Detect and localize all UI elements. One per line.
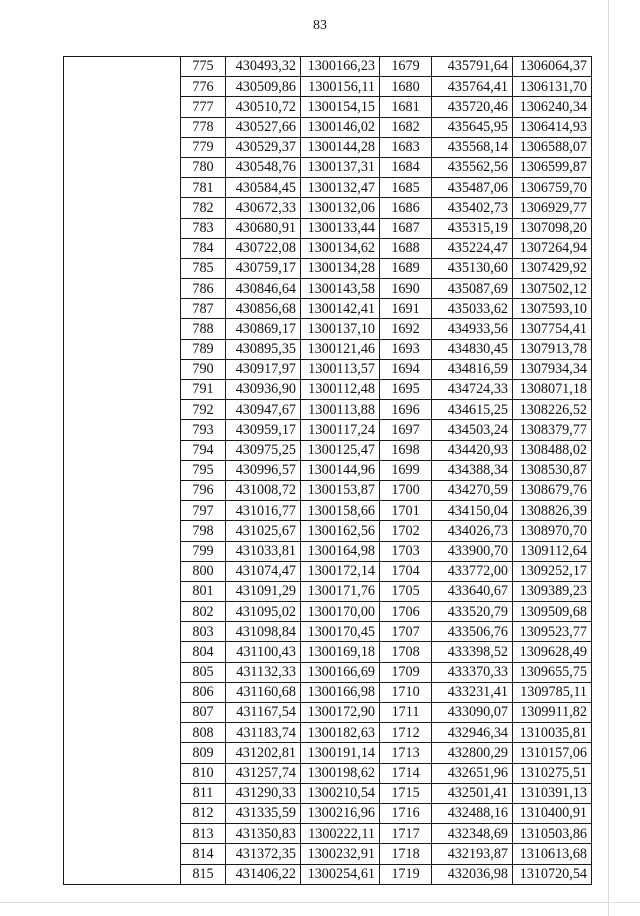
y-coordinate-left-cell: 1300191,14 [301,743,380,763]
y-coordinate-left-cell: 1300134,62 [301,238,380,258]
x-coordinate-left-cell: 430529,37 [226,137,301,157]
point-number-right-cell: 1701 [380,501,432,521]
point-number-left-cell: 790 [181,359,226,379]
x-coordinate-left-cell: 431335,59 [226,803,301,823]
point-number-right-cell: 1698 [380,440,432,460]
point-number-left-cell: 808 [181,723,226,743]
x-coordinate-left-cell: 430996,57 [226,460,301,480]
x-coordinate-left-cell: 430895,35 [226,339,301,359]
x-coordinate-right-cell: 433090,07 [432,703,513,723]
point-number-left-cell: 779 [181,137,226,157]
x-coordinate-left-cell: 431372,35 [226,844,301,864]
y-coordinate-left-cell: 1300164,98 [301,541,380,561]
point-number-left-cell: 799 [181,541,226,561]
x-coordinate-right-cell: 435764,41 [432,77,513,97]
point-number-left-cell: 795 [181,460,226,480]
point-number-right-cell: 1696 [380,400,432,420]
x-coordinate-right-cell: 434724,33 [432,380,513,400]
x-coordinate-left-cell: 431098,84 [226,622,301,642]
y-coordinate-right-cell: 1309112,64 [513,541,592,561]
point-number-left-cell: 803 [181,622,226,642]
y-coordinate-left-cell: 1300254,61 [301,864,380,884]
point-number-left-cell: 813 [181,824,226,844]
x-coordinate-left-cell: 431167,54 [226,703,301,723]
coordinates-table-container [63,56,591,885]
point-number-right-cell: 1691 [380,299,432,319]
point-number-right-cell: 1711 [380,703,432,723]
x-coordinate-left-cell: 431100,43 [226,642,301,662]
y-coordinate-right-cell: 1307593,10 [513,299,592,319]
point-number-left-cell: 776 [181,77,226,97]
y-coordinate-right-cell: 1310275,51 [513,763,592,783]
x-coordinate-left-cell: 431183,74 [226,723,301,743]
y-coordinate-right-cell: 1309655,75 [513,662,592,682]
x-coordinate-right-cell: 434026,73 [432,521,513,541]
x-coordinate-left-cell: 430869,17 [226,319,301,339]
point-number-right-cell: 1713 [380,743,432,763]
y-coordinate-left-cell: 1300169,18 [301,642,380,662]
y-coordinate-right-cell: 1309523,77 [513,622,592,642]
x-coordinate-right-cell: 433520,79 [432,602,513,622]
x-coordinate-left-cell: 431350,83 [226,824,301,844]
y-coordinate-left-cell: 1300172,90 [301,703,380,723]
y-coordinate-left-cell: 1300162,56 [301,521,380,541]
point-number-left-cell: 788 [181,319,226,339]
point-number-left-cell: 786 [181,279,226,299]
x-coordinate-right-cell: 435087,69 [432,279,513,299]
y-coordinate-right-cell: 1310503,86 [513,824,592,844]
y-coordinate-left-cell: 1300170,45 [301,622,380,642]
y-coordinate-left-cell: 1300158,66 [301,501,380,521]
y-coordinate-right-cell: 1306240,34 [513,97,592,117]
y-coordinate-right-cell: 1310613,68 [513,844,592,864]
x-coordinate-left-cell: 431008,72 [226,480,301,500]
point-number-left-cell: 810 [181,763,226,783]
point-number-right-cell: 1690 [380,279,432,299]
y-coordinate-right-cell: 1309252,17 [513,561,592,581]
y-coordinate-left-cell: 1300117,24 [301,420,380,440]
x-coordinate-right-cell: 432348,69 [432,824,513,844]
y-coordinate-right-cell: 1307913,78 [513,339,592,359]
point-number-left-cell: 797 [181,501,226,521]
point-number-right-cell: 1710 [380,682,432,702]
y-coordinate-left-cell: 1300137,10 [301,319,380,339]
y-coordinate-right-cell: 1307934,34 [513,359,592,379]
y-coordinate-right-cell: 1306064,37 [513,57,592,77]
point-number-right-cell: 1689 [380,258,432,278]
x-coordinate-right-cell: 432501,41 [432,783,513,803]
x-coordinate-left-cell: 431160,68 [226,682,301,702]
y-coordinate-left-cell: 1300198,62 [301,763,380,783]
x-coordinate-left-cell: 431290,33 [226,783,301,803]
point-number-right-cell: 1681 [380,97,432,117]
point-number-left-cell: 783 [181,218,226,238]
x-coordinate-left-cell: 430493,32 [226,57,301,77]
x-coordinate-left-cell: 430672,33 [226,198,301,218]
x-coordinate-left-cell: 430722,08 [226,238,301,258]
y-coordinate-left-cell: 1300166,69 [301,662,380,682]
x-coordinate-right-cell: 435130,60 [432,258,513,278]
point-number-left-cell: 811 [181,783,226,803]
x-coordinate-left-cell: 431095,02 [226,602,301,622]
x-coordinate-right-cell: 435568,14 [432,137,513,157]
y-coordinate-left-cell: 1300172,14 [301,561,380,581]
point-number-left-cell: 815 [181,864,226,884]
y-coordinate-left-cell: 1300222,11 [301,824,380,844]
x-coordinate-right-cell: 434816,59 [432,359,513,379]
point-number-left-cell: 785 [181,258,226,278]
y-coordinate-left-cell: 1300112,48 [301,380,380,400]
y-coordinate-left-cell: 1300210,54 [301,783,380,803]
x-coordinate-left-cell: 431025,67 [226,521,301,541]
y-coordinate-left-cell: 1300170,00 [301,602,380,622]
x-coordinate-right-cell: 434830,45 [432,339,513,359]
point-number-right-cell: 1715 [380,783,432,803]
point-number-right-cell: 1709 [380,662,432,682]
x-coordinate-right-cell: 435487,06 [432,178,513,198]
y-coordinate-left-cell: 1300125,47 [301,440,380,460]
point-number-left-cell: 780 [181,157,226,177]
y-coordinate-right-cell: 1310157,06 [513,743,592,763]
point-number-right-cell: 1695 [380,380,432,400]
y-coordinate-left-cell: 1300142,41 [301,299,380,319]
x-coordinate-left-cell: 430917,97 [226,359,301,379]
y-coordinate-right-cell: 1309785,11 [513,682,592,702]
y-coordinate-left-cell: 1300132,47 [301,178,380,198]
y-coordinate-left-cell: 1300166,23 [301,57,380,77]
y-coordinate-left-cell: 1300154,15 [301,97,380,117]
point-number-right-cell: 1718 [380,844,432,864]
x-coordinate-right-cell: 435720,46 [432,97,513,117]
point-number-left-cell: 777 [181,97,226,117]
y-coordinate-right-cell: 1308970,70 [513,521,592,541]
point-number-right-cell: 1716 [380,803,432,823]
point-number-left-cell: 798 [181,521,226,541]
x-coordinate-right-cell: 434420,93 [432,440,513,460]
point-number-right-cell: 1693 [380,339,432,359]
x-coordinate-right-cell: 435224,47 [432,238,513,258]
y-coordinate-right-cell: 1306131,70 [513,77,592,97]
point-number-right-cell: 1685 [380,178,432,198]
y-coordinate-left-cell: 1300113,57 [301,359,380,379]
y-coordinate-left-cell: 1300144,28 [301,137,380,157]
x-coordinate-left-cell: 430846,64 [226,279,301,299]
point-number-left-cell: 781 [181,178,226,198]
point-number-left-cell: 778 [181,117,226,137]
y-coordinate-right-cell: 1306929,77 [513,198,592,218]
point-number-right-cell: 1707 [380,622,432,642]
x-coordinate-right-cell: 435315,19 [432,218,513,238]
y-coordinate-right-cell: 1310720,54 [513,864,592,884]
x-coordinate-left-cell: 431091,29 [226,581,301,601]
table-body [64,57,592,885]
x-coordinate-right-cell: 433640,67 [432,581,513,601]
y-coordinate-right-cell: 1307754,41 [513,319,592,339]
y-coordinate-left-cell: 1300121,46 [301,339,380,359]
x-coordinate-right-cell: 432946,34 [432,723,513,743]
y-coordinate-left-cell: 1300146,02 [301,117,380,137]
x-coordinate-right-cell: 434933,56 [432,319,513,339]
y-coordinate-left-cell: 1300166,98 [301,682,380,702]
point-number-right-cell: 1705 [380,581,432,601]
coordinates-table [63,56,592,885]
point-number-left-cell: 805 [181,662,226,682]
point-number-left-cell: 809 [181,743,226,763]
page-edge-line [608,0,609,916]
point-number-right-cell: 1684 [380,157,432,177]
point-number-left-cell: 801 [181,581,226,601]
y-coordinate-right-cell: 1308379,77 [513,420,592,440]
y-coordinate-right-cell: 1307502,12 [513,279,592,299]
point-number-left-cell: 782 [181,198,226,218]
point-number-left-cell: 794 [181,440,226,460]
point-number-right-cell: 1699 [380,460,432,480]
y-coordinate-right-cell: 1306759,70 [513,178,592,198]
point-number-left-cell: 804 [181,642,226,662]
x-coordinate-left-cell: 430584,45 [226,178,301,198]
point-number-right-cell: 1700 [380,480,432,500]
y-coordinate-right-cell: 1306599,87 [513,157,592,177]
y-coordinate-left-cell: 1300134,28 [301,258,380,278]
y-coordinate-left-cell: 1300153,87 [301,480,380,500]
x-coordinate-right-cell: 432036,98 [432,864,513,884]
page-bottom-line [0,902,640,903]
x-coordinate-right-cell: 433900,70 [432,541,513,561]
y-coordinate-right-cell: 1307429,92 [513,258,592,278]
point-number-right-cell: 1702 [380,521,432,541]
y-coordinate-left-cell: 1300137,31 [301,157,380,177]
y-coordinate-left-cell: 1300144,96 [301,460,380,480]
x-coordinate-left-cell: 430947,67 [226,400,301,420]
x-coordinate-left-cell: 431257,74 [226,763,301,783]
point-number-right-cell: 1697 [380,420,432,440]
x-coordinate-right-cell: 432651,96 [432,763,513,783]
x-coordinate-left-cell: 431074,47 [226,561,301,581]
y-coordinate-right-cell: 1309389,23 [513,581,592,601]
x-coordinate-left-cell: 430527,66 [226,117,301,137]
y-coordinate-left-cell: 1300132,06 [301,198,380,218]
y-coordinate-right-cell: 1310391,13 [513,783,592,803]
point-number-right-cell: 1714 [380,763,432,783]
x-coordinate-right-cell: 433370,33 [432,662,513,682]
y-coordinate-right-cell: 1308826,39 [513,501,592,521]
blank-column-cell [64,57,181,885]
point-number-right-cell: 1680 [380,77,432,97]
point-number-right-cell: 1688 [380,238,432,258]
y-coordinate-right-cell: 1309628,49 [513,642,592,662]
x-coordinate-left-cell: 430936,90 [226,380,301,400]
point-number-right-cell: 1679 [380,57,432,77]
x-coordinate-left-cell: 430548,76 [226,157,301,177]
page-number: 83 [313,18,327,33]
x-coordinate-left-cell: 430509,86 [226,77,301,97]
point-number-left-cell: 784 [181,238,226,258]
point-number-right-cell: 1683 [380,137,432,157]
y-coordinate-left-cell: 1300171,76 [301,581,380,601]
point-number-left-cell: 814 [181,844,226,864]
x-coordinate-right-cell: 433506,76 [432,622,513,642]
y-coordinate-right-cell: 1306414,93 [513,117,592,137]
point-number-right-cell: 1692 [380,319,432,339]
y-coordinate-right-cell: 1310400,91 [513,803,592,823]
point-number-left-cell: 789 [181,339,226,359]
x-coordinate-right-cell: 435033,62 [432,299,513,319]
x-coordinate-left-cell: 430680,91 [226,218,301,238]
y-coordinate-left-cell: 1300133,44 [301,218,380,238]
y-coordinate-right-cell: 1307098,20 [513,218,592,238]
x-coordinate-right-cell: 435645,95 [432,117,513,137]
x-coordinate-left-cell: 431406,22 [226,864,301,884]
x-coordinate-right-cell: 432488,16 [432,803,513,823]
x-coordinate-right-cell: 434503,24 [432,420,513,440]
point-number-right-cell: 1704 [380,561,432,581]
y-coordinate-right-cell: 1308488,02 [513,440,592,460]
y-coordinate-left-cell: 1300113,88 [301,400,380,420]
x-coordinate-left-cell: 431033,81 [226,541,301,561]
y-coordinate-right-cell: 1309509,68 [513,602,592,622]
y-coordinate-left-cell: 1300143,58 [301,279,380,299]
point-number-right-cell: 1687 [380,218,432,238]
y-coordinate-left-cell: 1300182,63 [301,723,380,743]
point-number-right-cell: 1719 [380,864,432,884]
x-coordinate-left-cell: 430959,17 [226,420,301,440]
point-number-left-cell: 812 [181,803,226,823]
point-number-left-cell: 792 [181,400,226,420]
x-coordinate-left-cell: 430856,68 [226,299,301,319]
point-number-left-cell: 800 [181,561,226,581]
y-coordinate-right-cell: 1308226,52 [513,400,592,420]
x-coordinate-right-cell: 432800,29 [432,743,513,763]
point-number-right-cell: 1706 [380,602,432,622]
x-coordinate-right-cell: 434388,34 [432,460,513,480]
y-coordinate-left-cell: 1300156,11 [301,77,380,97]
x-coordinate-right-cell: 435562,56 [432,157,513,177]
y-coordinate-right-cell: 1310035,81 [513,723,592,743]
point-number-left-cell: 806 [181,682,226,702]
y-coordinate-right-cell: 1307264,94 [513,238,592,258]
x-coordinate-right-cell: 432193,87 [432,844,513,864]
y-coordinate-left-cell: 1300216,96 [301,803,380,823]
point-number-right-cell: 1694 [380,359,432,379]
y-coordinate-right-cell: 1306588,07 [513,137,592,157]
point-number-left-cell: 802 [181,602,226,622]
x-coordinate-right-cell: 433772,00 [432,561,513,581]
point-number-right-cell: 1708 [380,642,432,662]
x-coordinate-right-cell: 435402,73 [432,198,513,218]
x-coordinate-right-cell: 434615,25 [432,400,513,420]
x-coordinate-right-cell: 434270,59 [432,480,513,500]
y-coordinate-right-cell: 1309911,82 [513,703,592,723]
point-number-right-cell: 1686 [380,198,432,218]
y-coordinate-right-cell: 1308530,87 [513,460,592,480]
point-number-left-cell: 796 [181,480,226,500]
y-coordinate-left-cell: 1300232,91 [301,844,380,864]
point-number-right-cell: 1682 [380,117,432,137]
point-number-left-cell: 791 [181,380,226,400]
x-coordinate-left-cell: 431132,33 [226,662,301,682]
x-coordinate-left-cell: 431202,81 [226,743,301,763]
point-number-left-cell: 807 [181,703,226,723]
point-number-right-cell: 1712 [380,723,432,743]
x-coordinate-right-cell: 433398,52 [432,642,513,662]
x-coordinate-right-cell: 434150,04 [432,501,513,521]
x-coordinate-left-cell: 430510,72 [226,97,301,117]
point-number-right-cell: 1703 [380,541,432,561]
point-number-left-cell: 787 [181,299,226,319]
table-row [64,57,592,77]
x-coordinate-left-cell: 431016,77 [226,501,301,521]
x-coordinate-left-cell: 430759,17 [226,258,301,278]
y-coordinate-right-cell: 1308679,76 [513,480,592,500]
x-coordinate-right-cell: 435791,64 [432,57,513,77]
x-coordinate-right-cell: 433231,41 [432,682,513,702]
y-coordinate-right-cell: 1308071,18 [513,380,592,400]
point-number-left-cell: 793 [181,420,226,440]
x-coordinate-left-cell: 430975,25 [226,440,301,460]
point-number-left-cell: 775 [181,57,226,77]
point-number-right-cell: 1717 [380,824,432,844]
